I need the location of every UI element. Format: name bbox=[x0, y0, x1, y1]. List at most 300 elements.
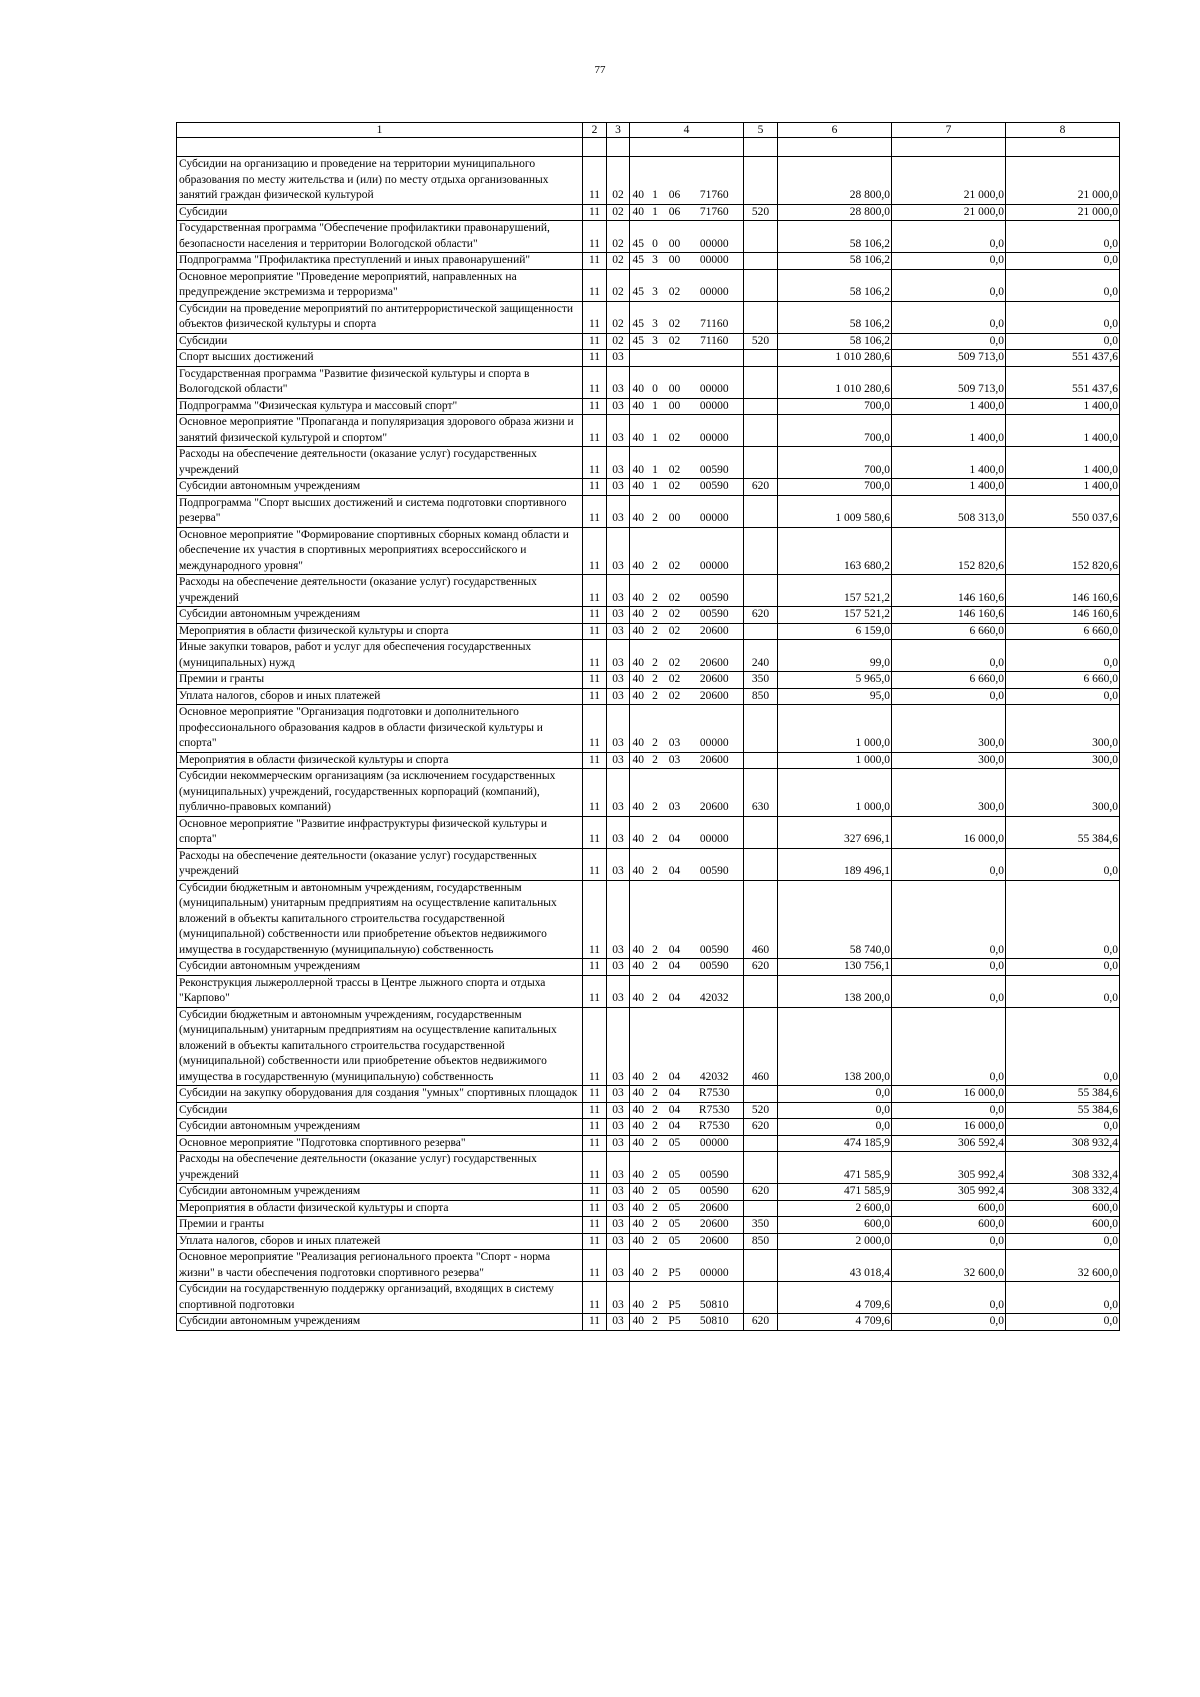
table-row bbox=[177, 752, 1120, 769]
row-expense-type bbox=[744, 157, 778, 205]
table-row bbox=[177, 1007, 1120, 1086]
row-subprogram: 2 bbox=[647, 672, 664, 689]
row-subprogram: 2 bbox=[647, 495, 664, 527]
row-amount-3: 551 437,6 bbox=[1006, 366, 1120, 398]
row-name: Основное мероприятие "Подготовка спортивного резерва" bbox=[177, 1135, 583, 1152]
header-col-5: 5 bbox=[744, 123, 778, 138]
row-amount-3: 300,0 bbox=[1006, 705, 1120, 753]
row-name: Премии и гранты bbox=[177, 1217, 583, 1234]
row-subprogram: 2 bbox=[647, 1102, 664, 1119]
row-amount-2: 16 000,0 bbox=[892, 1086, 1006, 1103]
row-section: 11 bbox=[583, 1184, 607, 1201]
row-amount-3: 0,0 bbox=[1006, 1007, 1120, 1086]
row-name: Субсидии автономным учреждениям bbox=[177, 959, 583, 976]
row-expense-type bbox=[744, 415, 778, 447]
row-amount-2: 146 160,6 bbox=[892, 575, 1006, 607]
row-amount-2: 16 000,0 bbox=[892, 1119, 1006, 1136]
row-section: 11 bbox=[583, 221, 607, 253]
row-section: 11 bbox=[583, 350, 607, 367]
row-section: 11 bbox=[583, 880, 607, 959]
row-subprogram: 1 bbox=[647, 415, 664, 447]
row-expense-type: 460 bbox=[744, 880, 778, 959]
row-event: 05 bbox=[664, 1152, 686, 1184]
page-number: 77 bbox=[594, 64, 606, 76]
row-amount-1: 138 200,0 bbox=[778, 975, 892, 1007]
row-program: 40 bbox=[630, 575, 647, 607]
row-amount-2: 152 820,6 bbox=[892, 527, 1006, 575]
row-expense-type: 460 bbox=[744, 1007, 778, 1086]
row-subprogram: 3 bbox=[647, 301, 664, 333]
table-row bbox=[177, 1184, 1120, 1201]
row-program: 40 bbox=[630, 672, 647, 689]
table-row bbox=[177, 623, 1120, 640]
row-direction: 20600 bbox=[686, 1200, 744, 1217]
row-name: Субсидии bbox=[177, 1102, 583, 1119]
row-program: 40 bbox=[630, 848, 647, 880]
row-direction: 00590 bbox=[686, 575, 744, 607]
table-row bbox=[177, 975, 1120, 1007]
row-amount-3: 0,0 bbox=[1006, 848, 1120, 880]
row-event: 04 bbox=[664, 959, 686, 976]
header-col-3: 3 bbox=[607, 123, 630, 138]
row-amount-3: 0,0 bbox=[1006, 269, 1120, 301]
header-col-2: 2 bbox=[583, 123, 607, 138]
row-subsection: 03 bbox=[607, 607, 630, 624]
table-row bbox=[177, 495, 1120, 527]
row-expense-type: 620 bbox=[744, 959, 778, 976]
row-section: 11 bbox=[583, 640, 607, 672]
row-amount-3: 0,0 bbox=[1006, 1282, 1120, 1314]
table-row bbox=[177, 527, 1120, 575]
row-amount-1: 1 010 280,6 bbox=[778, 366, 892, 398]
row-expense-type bbox=[744, 527, 778, 575]
row-subsection: 02 bbox=[607, 269, 630, 301]
row-amount-3: 308 332,4 bbox=[1006, 1184, 1120, 1201]
row-subprogram: 2 bbox=[647, 880, 664, 959]
row-amount-3: 600,0 bbox=[1006, 1217, 1120, 1234]
row-amount-1: 189 496,1 bbox=[778, 848, 892, 880]
table-row bbox=[177, 1314, 1120, 1331]
row-name: Расходы на обеспечение деятельности (оказание услуг) государственных учреждений bbox=[177, 447, 583, 479]
row-name: Субсидии автономным учреждениям bbox=[177, 1119, 583, 1136]
row-name: Основное мероприятие "Реализация регионального проекта "Спорт - норма жизни" в части обеспечения подготовки спортивного резерва" bbox=[177, 1250, 583, 1282]
row-subprogram: 2 bbox=[647, 1200, 664, 1217]
row-section: 11 bbox=[583, 479, 607, 496]
row-amount-1: 471 585,9 bbox=[778, 1152, 892, 1184]
row-direction: 71160 bbox=[686, 301, 744, 333]
row-direction: 00590 bbox=[686, 1184, 744, 1201]
row-name: Подпрограмма "Физическая культура и массовый спорт" bbox=[177, 398, 583, 415]
row-name: Расходы на обеспечение деятельности (оказание услуг) государственных учреждений bbox=[177, 848, 583, 880]
table-row bbox=[177, 640, 1120, 672]
spacer-cell bbox=[177, 138, 583, 157]
row-section: 11 bbox=[583, 527, 607, 575]
row-subsection: 03 bbox=[607, 1250, 630, 1282]
row-amount-1: 0,0 bbox=[778, 1119, 892, 1136]
row-section: 11 bbox=[583, 366, 607, 398]
row-expense-type: 620 bbox=[744, 607, 778, 624]
table-row bbox=[177, 688, 1120, 705]
row-direction: 00590 bbox=[686, 959, 744, 976]
row-expense-type: 350 bbox=[744, 672, 778, 689]
row-subsection: 03 bbox=[607, 527, 630, 575]
table-row bbox=[177, 253, 1120, 270]
row-expense-type bbox=[744, 623, 778, 640]
row-section: 11 bbox=[583, 1086, 607, 1103]
row-direction: 20600 bbox=[686, 1217, 744, 1234]
spacer-cell bbox=[744, 138, 778, 157]
row-amount-1: 700,0 bbox=[778, 447, 892, 479]
row-program: 40 bbox=[630, 816, 647, 848]
row-amount-3: 0,0 bbox=[1006, 253, 1120, 270]
row-program: 45 bbox=[630, 333, 647, 350]
row-amount-1: 1 010 280,6 bbox=[778, 350, 892, 367]
row-name: Субсидии некоммерческим организациям (за исключением государственных (муниципальных) учреждений, государственных корпораций (компаний), публично-правовых компаний) bbox=[177, 769, 583, 817]
row-section: 11 bbox=[583, 959, 607, 976]
row-amount-2: 600,0 bbox=[892, 1200, 1006, 1217]
row-subprogram: 2 bbox=[647, 1282, 664, 1314]
row-event: 04 bbox=[664, 1007, 686, 1086]
row-amount-2: 509 713,0 bbox=[892, 350, 1006, 367]
row-amount-2: 306 592,4 bbox=[892, 1135, 1006, 1152]
row-amount-1: 4 709,6 bbox=[778, 1314, 892, 1331]
row-amount-3: 550 037,6 bbox=[1006, 495, 1120, 527]
row-amount-2: 0,0 bbox=[892, 1007, 1006, 1086]
row-name: Уплата налогов, сборов и иных платежей bbox=[177, 1233, 583, 1250]
row-event: 04 bbox=[664, 848, 686, 880]
row-amount-2: 0,0 bbox=[892, 253, 1006, 270]
header-row bbox=[177, 123, 1120, 138]
row-event: 02 bbox=[664, 640, 686, 672]
row-subsection: 03 bbox=[607, 688, 630, 705]
row-amount-2: 0,0 bbox=[892, 959, 1006, 976]
row-name: Уплата налогов, сборов и иных платежей bbox=[177, 688, 583, 705]
row-amount-2: 6 660,0 bbox=[892, 672, 1006, 689]
row-amount-1: 157 521,2 bbox=[778, 607, 892, 624]
row-expense-type: 620 bbox=[744, 479, 778, 496]
row-amount-2: 300,0 bbox=[892, 752, 1006, 769]
table-row bbox=[177, 269, 1120, 301]
row-amount-3: 551 437,6 bbox=[1006, 350, 1120, 367]
row-expense-type bbox=[744, 350, 778, 367]
row-amount-1: 2 000,0 bbox=[778, 1233, 892, 1250]
row-subprogram: 2 bbox=[647, 959, 664, 976]
header-col-7: 7 bbox=[892, 123, 1006, 138]
row-amount-2: 21 000,0 bbox=[892, 204, 1006, 221]
row-event: P5 bbox=[664, 1282, 686, 1314]
row-subsection: 03 bbox=[607, 415, 630, 447]
row-direction: 00590 bbox=[686, 447, 744, 479]
row-expense-type bbox=[744, 1086, 778, 1103]
row-amount-1: 28 800,0 bbox=[778, 204, 892, 221]
row-expense-type: 350 bbox=[744, 1217, 778, 1234]
row-direction: 20600 bbox=[686, 672, 744, 689]
row-subsection: 03 bbox=[607, 350, 630, 367]
row-subsection: 03 bbox=[607, 1314, 630, 1331]
row-expense-type: 240 bbox=[744, 640, 778, 672]
row-subprogram: 1 bbox=[647, 157, 664, 205]
row-subprogram: 2 bbox=[647, 607, 664, 624]
row-amount-2: 305 992,4 bbox=[892, 1152, 1006, 1184]
row-program: 40 bbox=[630, 204, 647, 221]
table-row bbox=[177, 816, 1120, 848]
row-expense-type: 520 bbox=[744, 1102, 778, 1119]
row-name: Расходы на обеспечение деятельности (оказание услуг) государственных учреждений bbox=[177, 1152, 583, 1184]
row-amount-1: 157 521,2 bbox=[778, 575, 892, 607]
row-subsection: 02 bbox=[607, 157, 630, 205]
spacer-cell bbox=[664, 138, 686, 157]
row-subsection: 03 bbox=[607, 959, 630, 976]
row-subsection: 03 bbox=[607, 398, 630, 415]
row-amount-1: 6 159,0 bbox=[778, 623, 892, 640]
spacer-row bbox=[177, 138, 1120, 157]
row-direction: 42032 bbox=[686, 975, 744, 1007]
row-subprogram: 2 bbox=[647, 640, 664, 672]
row-subprogram: 2 bbox=[647, 769, 664, 817]
table-row bbox=[177, 1250, 1120, 1282]
row-program: 40 bbox=[630, 495, 647, 527]
row-section: 11 bbox=[583, 816, 607, 848]
row-name: Государственная программа "Развитие физической культуры и спорта в Вологодской области" bbox=[177, 366, 583, 398]
table-row bbox=[177, 672, 1120, 689]
row-name: Субсидии автономным учреждениям bbox=[177, 479, 583, 496]
row-section: 11 bbox=[583, 672, 607, 689]
row-section: 11 bbox=[583, 398, 607, 415]
row-expense-type bbox=[744, 398, 778, 415]
row-event: 00 bbox=[664, 366, 686, 398]
row-subsection: 03 bbox=[607, 816, 630, 848]
row-amount-1: 43 018,4 bbox=[778, 1250, 892, 1282]
row-name: Субсидии автономным учреждениям bbox=[177, 1314, 583, 1331]
table-row bbox=[177, 1119, 1120, 1136]
row-amount-2: 0,0 bbox=[892, 333, 1006, 350]
row-expense-type bbox=[744, 221, 778, 253]
row-amount-1: 58 106,2 bbox=[778, 269, 892, 301]
row-subsection: 03 bbox=[607, 1233, 630, 1250]
row-name: Государственная программа "Обеспечение профилактики правонарушений, безопасности населения и территории Вологодской области" bbox=[177, 221, 583, 253]
row-amount-1: 58 106,2 bbox=[778, 333, 892, 350]
row-subprogram: 2 bbox=[647, 527, 664, 575]
row-event: 02 bbox=[664, 269, 686, 301]
row-program: 45 bbox=[630, 253, 647, 270]
row-direction: 00590 bbox=[686, 848, 744, 880]
row-expense-type bbox=[744, 848, 778, 880]
row-amount-2: 1 400,0 bbox=[892, 398, 1006, 415]
row-amount-2: 305 992,4 bbox=[892, 1184, 1006, 1201]
row-expense-type bbox=[744, 301, 778, 333]
row-subsection: 03 bbox=[607, 1102, 630, 1119]
row-section: 11 bbox=[583, 1233, 607, 1250]
row-subprogram: 2 bbox=[647, 575, 664, 607]
table-row bbox=[177, 1233, 1120, 1250]
row-amount-1: 1 000,0 bbox=[778, 769, 892, 817]
row-amount-3: 308 332,4 bbox=[1006, 1152, 1120, 1184]
row-amount-1: 2 600,0 bbox=[778, 1200, 892, 1217]
row-amount-2: 1 400,0 bbox=[892, 479, 1006, 496]
row-amount-2: 16 000,0 bbox=[892, 816, 1006, 848]
row-event: 06 bbox=[664, 157, 686, 205]
row-subsection: 03 bbox=[607, 623, 630, 640]
row-subsection: 03 bbox=[607, 640, 630, 672]
table-row bbox=[177, 204, 1120, 221]
row-amount-3: 0,0 bbox=[1006, 333, 1120, 350]
row-subprogram: 2 bbox=[647, 1217, 664, 1234]
row-subprogram: 3 bbox=[647, 333, 664, 350]
table-row bbox=[177, 221, 1120, 253]
row-section: 11 bbox=[583, 848, 607, 880]
row-subprogram: 2 bbox=[647, 1184, 664, 1201]
row-amount-3: 152 820,6 bbox=[1006, 527, 1120, 575]
row-amount-2: 1 400,0 bbox=[892, 415, 1006, 447]
row-direction: 00000 bbox=[686, 1250, 744, 1282]
row-section: 11 bbox=[583, 1152, 607, 1184]
row-program: 40 bbox=[630, 366, 647, 398]
spacer-cell bbox=[686, 138, 744, 157]
row-subprogram: 2 bbox=[647, 688, 664, 705]
row-amount-3: 55 384,6 bbox=[1006, 1086, 1120, 1103]
row-subprogram: 2 bbox=[647, 705, 664, 753]
spacer-cell bbox=[1006, 138, 1120, 157]
row-event: 05 bbox=[664, 1233, 686, 1250]
row-expense-type: 620 bbox=[744, 1119, 778, 1136]
row-name: Мероприятия в области физической культуры и спорта bbox=[177, 752, 583, 769]
table-row bbox=[177, 1217, 1120, 1234]
row-event: 02 bbox=[664, 301, 686, 333]
row-subprogram: 2 bbox=[647, 1119, 664, 1136]
row-program: 40 bbox=[630, 607, 647, 624]
row-name: Субсидии на организацию и проведение на территории муниципального образования по месту жительства и (или) по месту отдыха организованных занятий граждан физической культурой bbox=[177, 157, 583, 205]
row-subprogram: 0 bbox=[647, 366, 664, 398]
row-name: Субсидии на закупку оборудования для создания "умных" спортивных площадок bbox=[177, 1086, 583, 1103]
row-amount-2: 0,0 bbox=[892, 975, 1006, 1007]
row-section: 11 bbox=[583, 1217, 607, 1234]
row-amount-2: 0,0 bbox=[892, 1314, 1006, 1331]
row-amount-1: 471 585,9 bbox=[778, 1184, 892, 1201]
row-direction: 00000 bbox=[686, 366, 744, 398]
row-subsection: 03 bbox=[607, 1282, 630, 1314]
row-subprogram: 2 bbox=[647, 816, 664, 848]
row-amount-3: 55 384,6 bbox=[1006, 816, 1120, 848]
row-subprogram: 1 bbox=[647, 447, 664, 479]
row-event bbox=[664, 350, 686, 367]
row-amount-2: 6 660,0 bbox=[892, 623, 1006, 640]
row-name: Подпрограмма "Спорт высших достижений и система подготовки спортивного резерва" bbox=[177, 495, 583, 527]
row-amount-2: 146 160,6 bbox=[892, 607, 1006, 624]
row-amount-1: 700,0 bbox=[778, 398, 892, 415]
row-event: 04 bbox=[664, 880, 686, 959]
row-program: 40 bbox=[630, 1086, 647, 1103]
row-direction: 00000 bbox=[686, 527, 744, 575]
row-amount-3: 300,0 bbox=[1006, 769, 1120, 817]
row-amount-3: 0,0 bbox=[1006, 959, 1120, 976]
table-row bbox=[177, 333, 1120, 350]
row-program: 40 bbox=[630, 688, 647, 705]
row-program: 40 bbox=[630, 1119, 647, 1136]
row-event: 05 bbox=[664, 1135, 686, 1152]
row-event: 02 bbox=[664, 447, 686, 479]
row-name: Премии и гранты bbox=[177, 672, 583, 689]
row-amount-1: 600,0 bbox=[778, 1217, 892, 1234]
row-name: Субсидии бюджетным и автономным учреждениям, государственным (муниципальным) унитарным предприятиям на осуществление капитальных вложений в объекты капитального строительства государственной (муниципальной) собственности или приобретение объектов недвижимого имущества в государственную (муниципальную) собственность bbox=[177, 880, 583, 959]
row-section: 11 bbox=[583, 447, 607, 479]
row-section: 11 bbox=[583, 1119, 607, 1136]
row-direction: 71160 bbox=[686, 333, 744, 350]
row-section: 11 bbox=[583, 769, 607, 817]
row-event: 04 bbox=[664, 1086, 686, 1103]
spacer-cell bbox=[630, 138, 647, 157]
row-program: 40 bbox=[630, 880, 647, 959]
row-amount-3: 1 400,0 bbox=[1006, 398, 1120, 415]
row-amount-3: 146 160,6 bbox=[1006, 575, 1120, 607]
spacer-cell bbox=[778, 138, 892, 157]
row-event: P5 bbox=[664, 1314, 686, 1331]
row-subsection: 03 bbox=[607, 880, 630, 959]
row-event: 02 bbox=[664, 607, 686, 624]
row-expense-type bbox=[744, 1200, 778, 1217]
row-event: 02 bbox=[664, 527, 686, 575]
row-section: 11 bbox=[583, 1200, 607, 1217]
row-expense-type bbox=[744, 447, 778, 479]
row-amount-1: 1 009 580,6 bbox=[778, 495, 892, 527]
row-amount-1: 1 000,0 bbox=[778, 705, 892, 753]
row-expense-type: 620 bbox=[744, 1314, 778, 1331]
row-expense-type bbox=[744, 366, 778, 398]
row-program: 45 bbox=[630, 301, 647, 333]
row-section: 11 bbox=[583, 575, 607, 607]
row-subprogram: 2 bbox=[647, 1007, 664, 1086]
table-row bbox=[177, 447, 1120, 479]
row-expense-type: 630 bbox=[744, 769, 778, 817]
row-name: Субсидии bbox=[177, 204, 583, 221]
row-subsection: 02 bbox=[607, 253, 630, 270]
table-row bbox=[177, 1200, 1120, 1217]
row-subsection: 03 bbox=[607, 769, 630, 817]
row-name: Субсидии на проведение мероприятий по антитеррористической защищенности объектов физической культуры и спорта bbox=[177, 301, 583, 333]
row-section: 11 bbox=[583, 253, 607, 270]
row-name: Основное мероприятие "Пропаганда и популяризация здорового образа жизни и занятий физической культурой и спортом" bbox=[177, 415, 583, 447]
row-section: 11 bbox=[583, 623, 607, 640]
row-direction: 20600 bbox=[686, 623, 744, 640]
row-section: 11 bbox=[583, 333, 607, 350]
row-name: Мероприятия в области физической культуры и спорта bbox=[177, 623, 583, 640]
row-amount-3: 146 160,6 bbox=[1006, 607, 1120, 624]
row-expense-type: 520 bbox=[744, 333, 778, 350]
row-subprogram: 1 bbox=[647, 479, 664, 496]
row-name: Мероприятия в области физической культуры и спорта bbox=[177, 1200, 583, 1217]
table-row bbox=[177, 366, 1120, 398]
row-amount-3: 55 384,6 bbox=[1006, 1102, 1120, 1119]
row-direction: 00590 bbox=[686, 607, 744, 624]
row-amount-1: 4 709,6 bbox=[778, 1282, 892, 1314]
row-amount-2: 0,0 bbox=[892, 880, 1006, 959]
row-amount-1: 58 106,2 bbox=[778, 301, 892, 333]
row-amount-3: 0,0 bbox=[1006, 221, 1120, 253]
row-direction: R7530 bbox=[686, 1119, 744, 1136]
row-section: 11 bbox=[583, 688, 607, 705]
row-direction: 50810 bbox=[686, 1314, 744, 1331]
row-amount-3: 300,0 bbox=[1006, 752, 1120, 769]
row-program: 40 bbox=[630, 398, 647, 415]
row-program: 40 bbox=[630, 640, 647, 672]
row-subprogram: 2 bbox=[647, 1314, 664, 1331]
row-program: 40 bbox=[630, 752, 647, 769]
row-amount-1: 1 000,0 bbox=[778, 752, 892, 769]
row-program: 40 bbox=[630, 1102, 647, 1119]
table-row bbox=[177, 769, 1120, 817]
row-amount-1: 700,0 bbox=[778, 415, 892, 447]
row-subsection: 03 bbox=[607, 1184, 630, 1201]
row-program: 40 bbox=[630, 527, 647, 575]
